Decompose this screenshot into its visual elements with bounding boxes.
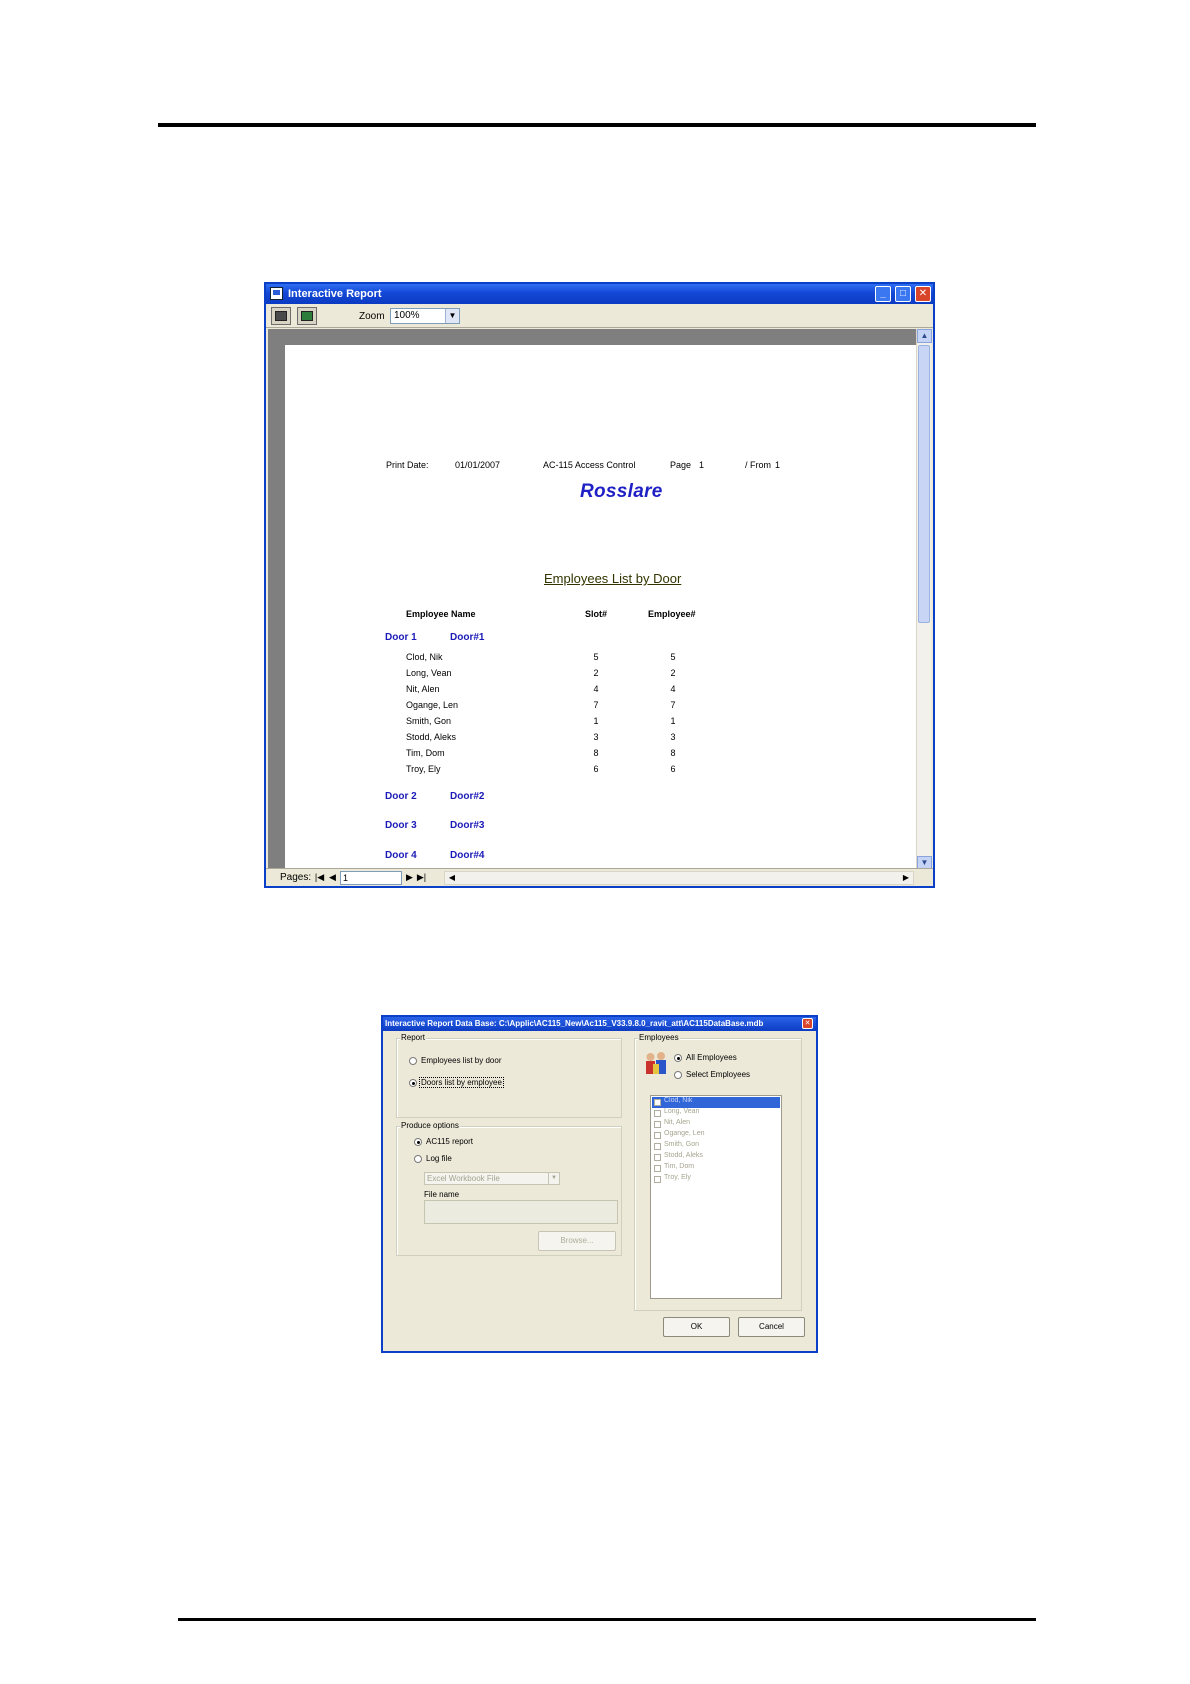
- log-file-radio[interactable]: [414, 1155, 422, 1163]
- employee-name: Tim, Dom: [406, 748, 445, 758]
- employees-by-door-label: Employees list by door: [421, 1056, 502, 1065]
- doors-by-employee-radio[interactable]: [409, 1079, 417, 1087]
- doors-by-employee-label: Doors list by employee: [421, 1078, 502, 1087]
- list-item-label: Stodd, Aleks: [664, 1152, 703, 1159]
- door-name: Door#2: [450, 791, 485, 802]
- all-employees-label: All Employees: [686, 1053, 737, 1062]
- employee-number: 2: [670, 668, 676, 678]
- title-bar: [383, 1017, 816, 1031]
- slot-number: 8: [593, 748, 599, 758]
- all-employees-radio[interactable]: [674, 1054, 682, 1062]
- checkbox[interactable]: [654, 1132, 661, 1139]
- report-title: Employees List by Door: [544, 571, 682, 586]
- app-icon: [270, 287, 283, 300]
- produce-options-group: [396, 1121, 622, 1256]
- checkbox[interactable]: [654, 1099, 661, 1106]
- export-icon: [301, 311, 313, 321]
- list-item[interactable]: [652, 1097, 780, 1108]
- scroll-right-icon[interactable]: ▶: [902, 873, 910, 882]
- file-type-value: Excel Workbook File: [427, 1174, 500, 1183]
- file-name-input[interactable]: [424, 1200, 618, 1224]
- zoom-label: Zoom: [359, 311, 385, 322]
- list-item-label: Ogange, Len: [664, 1130, 705, 1137]
- list-item-label: Nit, Alen: [664, 1119, 691, 1126]
- employee-number: 5: [670, 652, 676, 662]
- title-bar: [266, 284, 933, 304]
- close-icon[interactable]: ✕: [802, 1018, 813, 1029]
- list-item[interactable]: [652, 1174, 780, 1185]
- browse-button[interactable]: Browse...: [538, 1231, 616, 1251]
- ac115-report-label: AC115 report: [426, 1137, 473, 1146]
- produce-options-legend: Produce options: [401, 1121, 459, 1130]
- employee-number: 3: [670, 732, 676, 742]
- slot-number: 2: [593, 668, 599, 678]
- close-icon[interactable]: ✕: [915, 286, 931, 302]
- printer-icon: [275, 311, 287, 321]
- employees-by-door-radio[interactable]: [409, 1057, 417, 1065]
- file-name-label: File name: [424, 1190, 460, 1199]
- employee-number: 4: [670, 684, 676, 694]
- employee-name: Troy, Ely: [406, 764, 441, 774]
- scroll-up-icon[interactable]: ▲: [917, 329, 932, 343]
- scroll-thumb[interactable]: [918, 345, 930, 623]
- slot-number: 3: [593, 732, 599, 742]
- list-item[interactable]: [652, 1108, 780, 1119]
- slot-number: 4: [593, 684, 599, 694]
- from-label: / From: [745, 460, 771, 470]
- employee-number: 1: [670, 716, 676, 726]
- door-label: Door 2: [385, 791, 417, 802]
- list-item-label: Smith, Gon: [664, 1141, 700, 1148]
- print-date-label: Print Date:: [386, 460, 429, 470]
- checkbox[interactable]: [654, 1154, 661, 1161]
- interactive-report-window: [264, 282, 935, 888]
- chevron-down-icon[interactable]: ▼: [548, 1173, 559, 1184]
- minimize-icon[interactable]: _: [875, 286, 891, 302]
- ac115-report-radio[interactable]: [414, 1138, 422, 1146]
- prev-page-icon[interactable]: ◀: [329, 872, 336, 882]
- system-name: AC-115 Access Control: [543, 460, 636, 470]
- page-top-rule: [158, 123, 1036, 127]
- ok-button[interactable]: OK: [663, 1317, 730, 1337]
- slot-number: 6: [593, 764, 599, 774]
- list-item-label: Troy, Ely: [664, 1174, 691, 1181]
- dialog-title: Interactive Report Data Base: C:\Applic\AC115_New\Ac115_V33.9.8.0_ravit_att\AC115DataBase.mdb: [385, 1019, 764, 1028]
- door-name: Door#1: [450, 632, 485, 643]
- door-name: Door#3: [450, 820, 485, 831]
- vertical-scrollbar[interactable]: [916, 329, 931, 870]
- zoom-value: 100%: [394, 310, 420, 321]
- checkbox[interactable]: [654, 1165, 661, 1172]
- from-number: 1: [775, 460, 781, 470]
- last-page-icon[interactable]: ▶|: [416, 872, 427, 882]
- log-file-label: Log file: [426, 1154, 452, 1163]
- employee-name: Stodd, Aleks: [406, 732, 457, 742]
- employee-number: 7: [670, 700, 676, 710]
- checkbox[interactable]: [654, 1143, 661, 1150]
- report-group: [396, 1033, 622, 1118]
- employee-name: Ogange, Len: [406, 700, 459, 710]
- print-button[interactable]: [271, 307, 291, 325]
- column-header-name: Employee Name: [406, 609, 476, 619]
- door-name: Door#4: [450, 850, 485, 861]
- toolbar: [266, 304, 933, 328]
- checkbox[interactable]: [654, 1121, 661, 1128]
- list-item[interactable]: [652, 1141, 780, 1152]
- next-page-icon[interactable]: ▶: [406, 872, 413, 882]
- select-employees-radio[interactable]: [674, 1071, 682, 1079]
- report-page: [285, 345, 918, 870]
- zoom-select[interactable]: [390, 308, 460, 324]
- employees-listbox[interactable]: [650, 1095, 782, 1299]
- list-item[interactable]: [652, 1163, 780, 1174]
- select-employees-label: Select Employees: [686, 1070, 751, 1079]
- report-group-legend: Report: [401, 1033, 426, 1042]
- status-bar: [266, 868, 933, 886]
- page-number-input[interactable]: 1: [340, 871, 402, 885]
- list-item-label: Long, Vean: [664, 1108, 700, 1115]
- slot-number: 7: [593, 700, 599, 710]
- door-label: Door 4: [385, 850, 417, 861]
- chevron-down-icon[interactable]: ▼: [445, 309, 459, 323]
- page-label: Page: [670, 460, 692, 470]
- horizontal-scrollbar[interactable]: [444, 871, 914, 885]
- scroll-left-icon[interactable]: ◀: [448, 873, 456, 882]
- list-item-label: Tim, Dom: [664, 1163, 695, 1170]
- employee-number: 8: [670, 748, 676, 758]
- door-label: Door 1: [385, 632, 417, 643]
- slot-number: 1: [593, 716, 599, 726]
- slot-number: 5: [593, 652, 599, 662]
- employees-icon: [645, 1051, 667, 1075]
- employee-name: Smith, Gon: [406, 716, 452, 726]
- door-label: Door 3: [385, 820, 417, 831]
- employee-number: 6: [670, 764, 676, 774]
- export-button[interactable]: [297, 307, 317, 325]
- checkbox[interactable]: [654, 1110, 661, 1117]
- column-header-slot: Slot#: [585, 609, 608, 619]
- list-item[interactable]: [652, 1119, 780, 1130]
- window-title: Interactive Report: [288, 288, 382, 300]
- page-bottom-rule: [178, 1618, 1036, 1621]
- report-viewport: [268, 329, 918, 870]
- pages-label: Pages:: [280, 872, 312, 883]
- cancel-button[interactable]: Cancel: [738, 1317, 805, 1337]
- first-page-icon[interactable]: |◀: [314, 872, 325, 882]
- page-number: 1: [699, 460, 705, 470]
- scroll-down-icon[interactable]: ▼: [917, 856, 932, 870]
- brand-logo: Rosslare: [580, 481, 663, 502]
- checkbox[interactable]: [654, 1176, 661, 1183]
- list-item[interactable]: [652, 1152, 780, 1163]
- employee-name: Clod, Nik: [406, 652, 443, 662]
- employee-name: Long, Vean: [406, 668, 452, 678]
- maximize-icon[interactable]: □: [895, 286, 911, 302]
- print-date: 01/01/2007: [455, 460, 501, 470]
- list-item[interactable]: [652, 1130, 780, 1141]
- column-header-employee: Employee#: [648, 609, 696, 619]
- employees-legend: Employees: [639, 1033, 679, 1042]
- list-item-label: Clod, Nik: [664, 1097, 693, 1104]
- employee-name: Nit, Alen: [406, 684, 440, 694]
- file-type-select[interactable]: [424, 1172, 560, 1185]
